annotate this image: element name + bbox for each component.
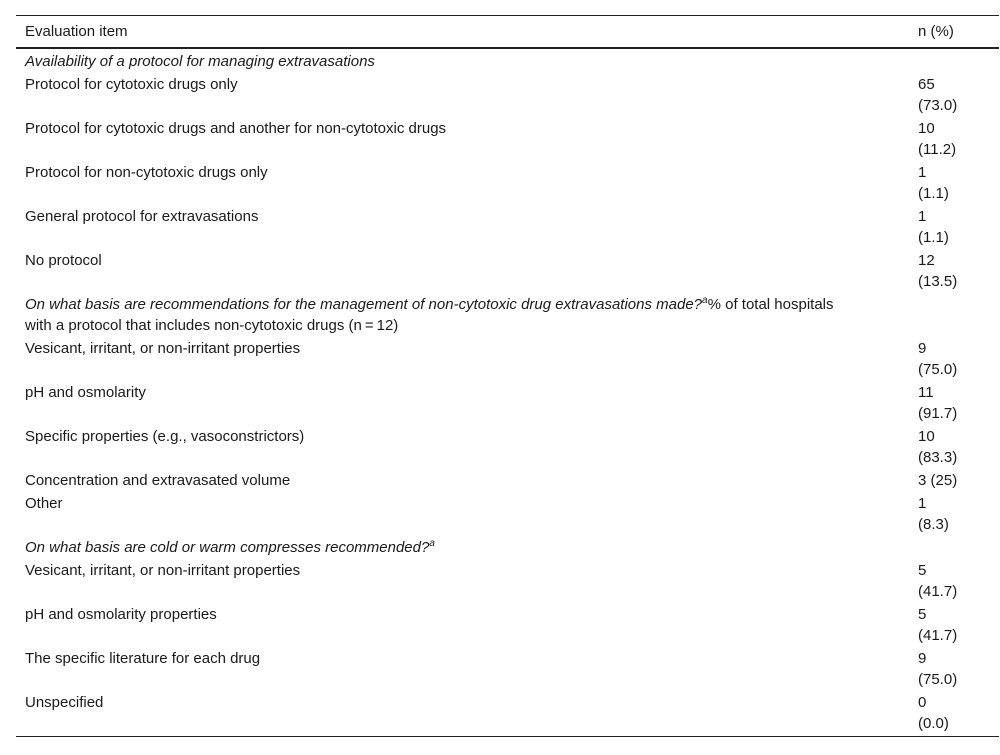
percent-value: (75.0) [918,671,958,688]
count-value: 1 [918,495,927,512]
count-value: 3 (25) [918,472,958,489]
percent-value: (83.3) [918,449,958,466]
percent-value: (0.0) [918,715,949,732]
evaluation-item-cell: Other [25,495,63,512]
table-row [16,492,999,536]
section-title-wrap [25,539,435,556]
section-header-row [16,293,999,337]
section-title: Availability of a protocol for managing extravasations [25,53,375,70]
percent-value: (13.5) [918,273,958,290]
count-value: 9 [918,340,927,357]
table-header-row [16,16,999,49]
evaluation-item-cell: The specific literature for each drug [25,650,261,667]
count-value: 9 [918,650,927,667]
percent-value: (73.0) [918,97,958,114]
count-value: 12 [918,252,935,269]
n-percent-cell [909,337,999,381]
percent-value: (1.1) [918,185,949,202]
n-percent-cell [909,425,999,469]
table-body [16,48,999,737]
table-row [16,559,999,603]
count-value: 11 [918,384,934,401]
evaluation-item-cell: pH and osmolarity [25,384,146,401]
n-percent-cell [909,117,999,161]
percent-value: (1.1) [918,229,949,246]
table-row [16,647,999,691]
n-percent-cell [909,469,999,492]
evaluation-table [16,15,999,737]
evaluation-item-cell: Protocol for cytotoxic drugs and another for non-cytotoxic drugs [25,120,447,137]
table-row [16,337,999,381]
section-title-cell [16,48,999,73]
n-percent-cell [909,559,999,603]
evaluation-item-cell: Vesicant, irritant, or non-irritant properties [25,340,301,357]
n-percent-cell [909,73,999,117]
footnote-marker: a [429,538,435,549]
percent-value: (75.0) [918,361,958,378]
n-percent-cell [909,381,999,425]
section-title-cell [16,536,999,559]
n-percent-cell [909,647,999,691]
percent-value: (11.2) [918,141,957,158]
table-row [16,117,999,161]
evaluation-item-cell: No protocol [25,252,102,269]
n-percent-cell [909,161,999,205]
table-row [16,161,999,205]
header-evaluation-item: Evaluation item [16,16,909,49]
section-title-wrap [25,53,375,70]
n-percent-cell [909,603,999,647]
section-title-cell [16,293,999,337]
header-n-percent: n (%) [909,16,999,49]
section-header-row [16,48,999,73]
table-row [16,381,999,425]
n-percent-cell [909,691,999,737]
section-title: On what basis are recommendations for the management of non-cytotoxic drug extravasations made? [25,296,703,313]
count-value: 10 [918,120,935,137]
count-value: 1 [918,208,927,225]
count-value: 65 [918,76,935,93]
n-percent-cell [909,492,999,536]
evaluation-item-cell: pH and osmolarity properties [25,606,217,623]
n-percent-cell [909,205,999,249]
percent-value: (41.7) [918,627,958,644]
table-row [16,469,999,492]
count-value: 5 [918,606,927,623]
section-title-wrap [25,294,835,336]
percent-value: (91.7) [918,405,958,422]
n-percent-cell [909,249,999,293]
section-title: On what basis are cold or warm compresses recommended? [25,539,430,556]
table-row [16,249,999,293]
evaluation-item-cell: General protocol for extravasations [25,208,259,225]
table-row [16,205,999,249]
table-row [16,691,999,737]
evaluation-item-cell: Specific properties (e.g., vasoconstrictors) [25,428,305,445]
evaluation-item-cell: Concentration and extravasated volume [25,472,291,489]
evaluation-item-cell: Protocol for non-cytotoxic drugs only [25,164,268,181]
table-row [16,73,999,117]
count-value: 1 [918,164,927,181]
count-value: 5 [918,562,927,579]
percent-value: (41.7) [918,583,958,600]
evaluation-item-cell: Protocol for cytotoxic drugs only [25,76,238,93]
table-row [16,425,999,469]
count-value: 0 [918,694,927,711]
percent-value: (8.3) [918,516,949,533]
footnote-marker: a [702,295,708,306]
evaluation-table-container [16,15,999,737]
section-note: % of total hospitals with a protocol that includes non-cytotoxic drugs (n = 12) [25,296,834,334]
evaluation-item-cell: Vesicant, irritant, or non-irritant properties [25,562,301,579]
section-header-row [16,536,999,559]
table-row [16,603,999,647]
count-value: 10 [918,428,935,445]
evaluation-item-cell: Unspecified [25,694,104,711]
